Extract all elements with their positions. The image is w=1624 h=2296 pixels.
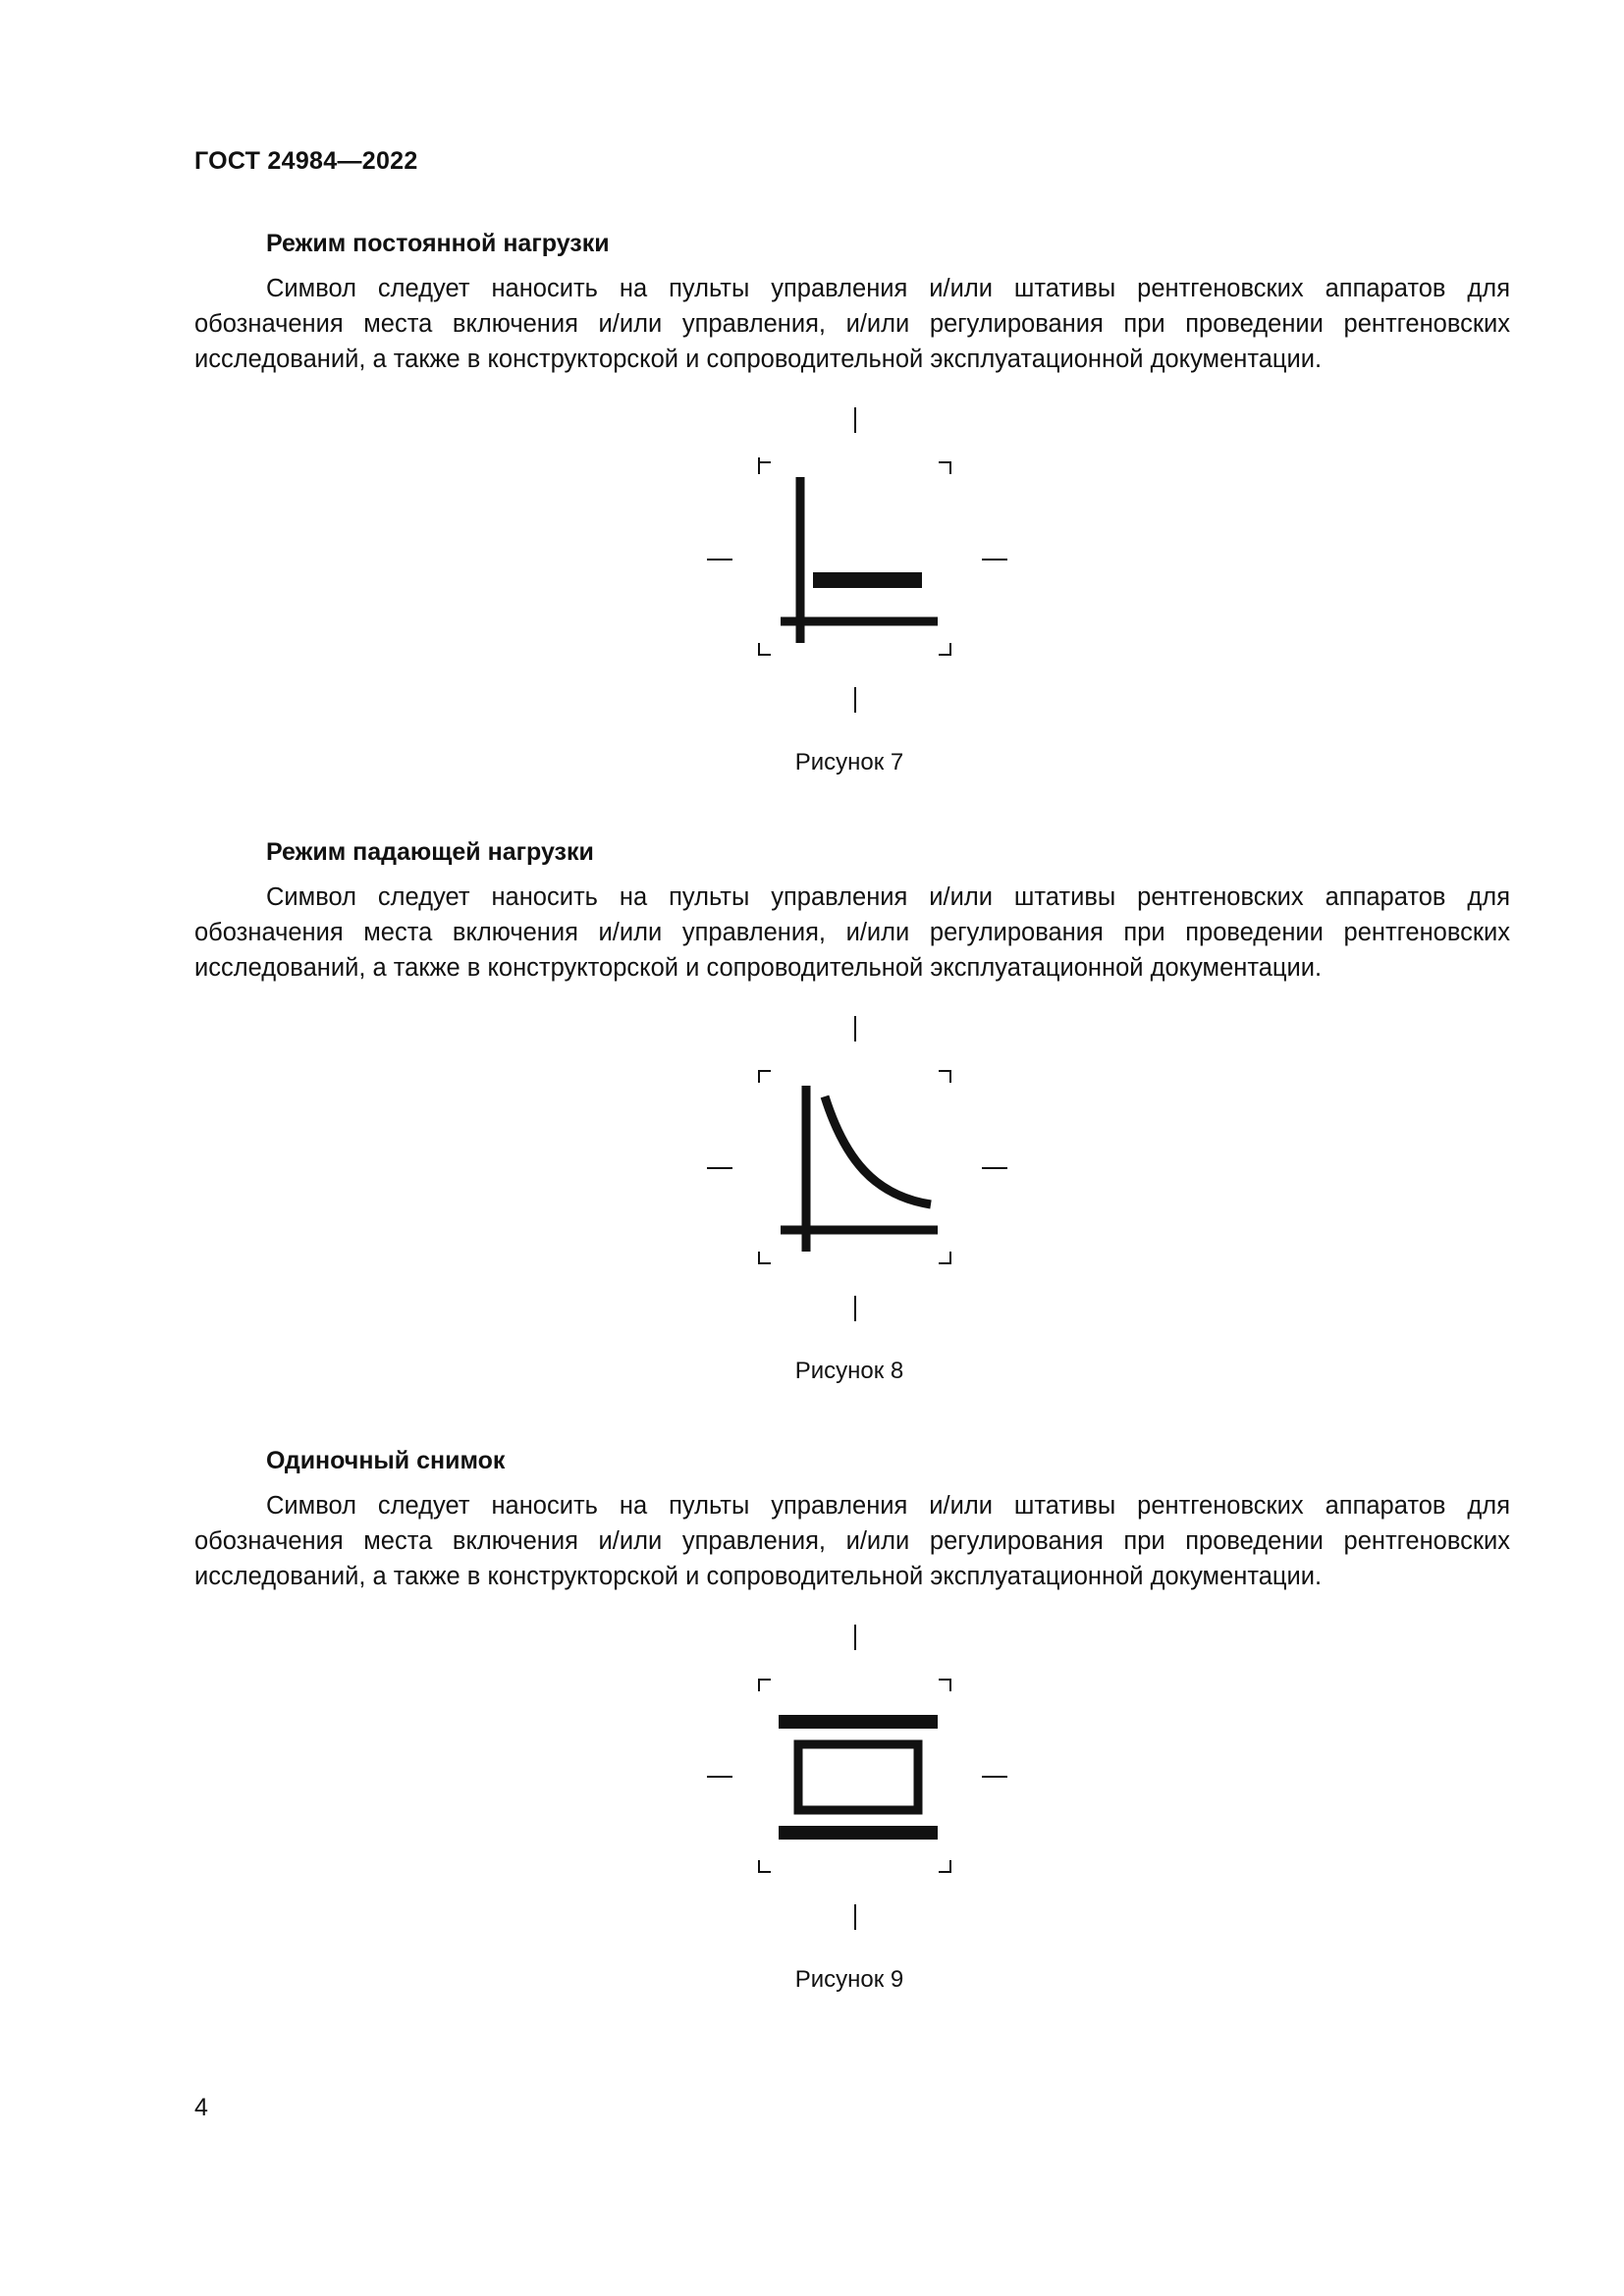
single-shot-symbol <box>687 1620 1011 1944</box>
constant-load-icon <box>687 402 1011 726</box>
figure-caption: Рисунок 7 <box>794 749 904 775</box>
section-title: Режим падающей нагрузки <box>266 838 594 866</box>
section-single-shot <box>194 1441 1510 1594</box>
section-title: Режим постоянной нагрузки <box>266 230 610 257</box>
document-code: ГОСТ 24984—2022 <box>194 147 418 175</box>
section-text: Символ следует наносить на пульты управления и/или штативы рентгеновских аппаратов для обозначения места включения и/или управления, и/или регулирования при проведении рентгеновских исследований, а также в конструкторской и сопроводительной эксплуатационной документации. <box>194 1492 1510 1590</box>
page-number: 4 <box>194 2094 208 2121</box>
falling-load-symbol <box>687 1011 1011 1335</box>
falling-load-icon <box>687 1011 1011 1335</box>
section-title: Одиночный снимок <box>266 1447 506 1474</box>
section-text: Символ следует наносить на пульты управления и/или штативы рентгеновских аппаратов для обозначения места включения и/или управления, и/или регулирования при проведении рентгеновских исследований, а также в конструкторской и сопроводительной эксплуатационной документации. <box>194 275 1510 373</box>
figure-caption: Рисунок 8 <box>794 1358 904 1384</box>
figure-caption: Рисунок 9 <box>794 1966 904 1993</box>
section-falling-load <box>194 832 1510 986</box>
section-text: Символ следует наносить на пульты управления и/или штативы рентгеновских аппаратов для обозначения места включения и/или управления, и/или регулирования при проведении рентгеновских исследований, а также в конструкторской и сопроводительной эксплуатационной документации. <box>194 883 1510 982</box>
section-constant-load <box>194 224 1510 377</box>
single-shot-icon <box>687 1620 1011 1944</box>
constant-load-symbol <box>687 402 1011 726</box>
